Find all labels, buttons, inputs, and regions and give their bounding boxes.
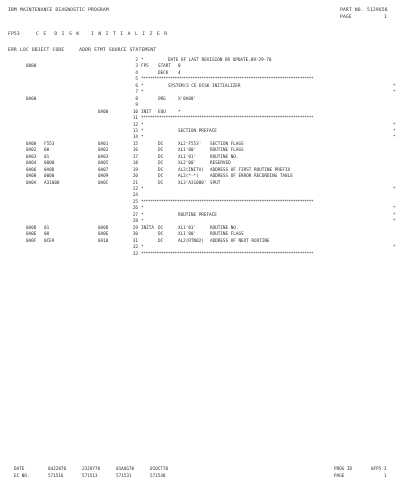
listing-line [0, 240, 410, 246]
listing-line [0, 182, 410, 188]
statement-label: * [141, 128, 144, 134]
location-address: 0A10 [98, 238, 109, 244]
statement-comment: SECTION FLAGS [210, 141, 244, 147]
operand: XL1'00' [178, 148, 197, 154]
object-address: 0A06 [26, 167, 37, 173]
statement-comment: SPUT [210, 180, 221, 186]
operand: XL1'01' [178, 154, 197, 160]
object-address: 0A02 [26, 148, 37, 154]
listing-line [0, 65, 410, 71]
ec-number-value: 571513 [82, 474, 98, 479]
statement-number: 20 [132, 174, 138, 180]
statement-label: * [141, 58, 144, 63]
date-value: 04J2870 [48, 467, 67, 472]
revision-footer [0, 468, 410, 488]
statement-label: FP5 [141, 64, 149, 70]
operand: X'0A00' [178, 96, 197, 102]
listing-line [0, 149, 410, 155]
ec-number-value: 571540 [150, 474, 166, 479]
program-id: FP53 [8, 32, 20, 37]
operation-code: START [158, 64, 171, 70]
listing-line [0, 253, 410, 259]
statement-comment: ROUTINE NO. [210, 225, 239, 231]
operation-code: EQU [158, 109, 166, 115]
listing-line [0, 59, 410, 65]
listing-line [0, 91, 410, 97]
statement-number: 26 [132, 206, 138, 212]
date-value: 01OCT70 [150, 467, 169, 472]
location-address: 0A0C [98, 180, 109, 186]
operand: XL3'A31000' [178, 180, 207, 186]
operation-code: DC [158, 180, 164, 186]
object-address: 0A08 [26, 174, 37, 180]
statement-comment: SECTION PREFACE [178, 128, 217, 134]
listing-line [0, 136, 410, 142]
comment-box-edge: * [393, 90, 396, 96]
statement-number: 29 [132, 225, 138, 231]
statement-number: 16 [132, 148, 138, 154]
ec-number-value: 571516 [48, 474, 64, 479]
comment-box-edge: * [393, 245, 396, 251]
statement-comment: ADDRESS OF NEXT ROUTINE [210, 238, 270, 244]
page-number: 1 [384, 15, 387, 20]
listing-line [0, 201, 410, 207]
object-address: 0A0A [26, 180, 37, 186]
statement-number: 9 [135, 103, 138, 109]
operation-code: DC [158, 174, 164, 180]
statement-comment: DATE OF LAST REVISION OR UPDATE,09-29-70 [168, 58, 272, 63]
statement-number: 2 [135, 58, 138, 63]
location-address: 0A0E [98, 232, 109, 238]
prog-id-label: PROG ID [334, 467, 353, 472]
operand: 0 [178, 64, 181, 70]
listing-line [0, 233, 410, 239]
object-address: 0A0D [26, 225, 37, 231]
operation-code: DC [158, 225, 164, 231]
statement-label: * [141, 212, 144, 218]
object-code: 01 [44, 154, 50, 160]
statement-number: 21 [132, 180, 138, 186]
object-code: 00 [44, 148, 50, 154]
statement-number: 15 [132, 141, 138, 147]
statement-number: 30 [132, 232, 138, 238]
operand: 4 [178, 70, 181, 76]
operation-code: DECK [158, 70, 169, 76]
listing-line [0, 130, 410, 136]
operation-code: DC [158, 238, 164, 244]
comment-box-edge: * [393, 187, 396, 192]
statement-number: 28 [132, 219, 138, 225]
statement-comment: ROUTINE FLAGS [210, 148, 244, 154]
listing-line [0, 104, 410, 110]
statement-number: 12 [132, 122, 138, 128]
comment-box-edge: * [393, 135, 396, 141]
statement-number: 17 [132, 154, 138, 160]
listing-line [0, 162, 410, 168]
object-code: 0CE9 [44, 238, 55, 244]
operation-code: DC [158, 141, 164, 147]
date-value: 23JUY70 [82, 467, 101, 472]
location-address: 0A0D [98, 225, 109, 231]
comment-box-edge: * [393, 83, 396, 89]
separator-line: ***************************************************************************** [141, 199, 314, 205]
statement-label: * [141, 122, 144, 128]
date-value: 01AUG70 [116, 467, 135, 472]
location-address: 0A03 [98, 154, 109, 160]
comment-box-edge: * [393, 122, 396, 128]
statement-comment: ROUTINE FLAGS [210, 232, 244, 238]
object-code: 0A0D [44, 167, 55, 173]
footer-page-label: PAGE [334, 474, 345, 479]
object-address: 0A00 [26, 96, 37, 102]
program-name: C E D I S K I N I T I A L I Z E R [36, 32, 168, 37]
statement-number: 31 [132, 238, 138, 244]
location-address: 0A01 [98, 141, 109, 147]
part-number-value: 5129658 [367, 8, 388, 13]
statement-label: * [141, 219, 144, 225]
statement-number: 5 [135, 77, 138, 83]
operand: XL2'00' [178, 161, 197, 167]
listing-line [0, 188, 410, 194]
separator-line: ***************************************************************************** [141, 251, 314, 257]
statement-number: 27 [132, 212, 138, 218]
statement-number: 11 [132, 116, 138, 122]
separator-line: ***************************************************************************** [141, 77, 314, 83]
statement-label: * [141, 206, 144, 212]
statement-label: * [141, 245, 144, 251]
document-title: IBM MAINTENANCE DIAGNOSTIC PROGRAM [8, 8, 109, 13]
object-address: 0A04 [26, 161, 37, 167]
object-address: 0A00 [26, 141, 37, 147]
statement-number: 32 [132, 245, 138, 251]
object-code: F553 [44, 141, 55, 147]
ec-number-label: EC NO. [14, 474, 30, 479]
listing-line [0, 85, 410, 91]
location-address: 0A05 [98, 161, 109, 167]
object-address: 0A0F [26, 238, 37, 244]
statement-comment: ADDRESS OF FIRST ROUTINE PREFIX [210, 167, 291, 173]
statement-label: * [141, 187, 144, 192]
statement-label: * [141, 90, 144, 96]
object-code: 0000 [44, 161, 55, 167]
listing-line [0, 214, 410, 220]
listing-line [0, 98, 410, 104]
object-address: 0A0E [26, 232, 37, 238]
comment-box-edge: * [393, 206, 396, 212]
comment-box-edge: * [393, 219, 396, 225]
listing-line [0, 117, 410, 123]
statement-comment: RESERVED [210, 161, 231, 167]
listing-line [0, 227, 410, 233]
operation-code: DC [158, 161, 164, 167]
statement-number: 8 [135, 96, 138, 102]
statement-number: 22 [132, 187, 138, 192]
object-code: 01 [44, 225, 50, 231]
object-code: 0000 [44, 174, 55, 180]
statement-number: 10 [132, 109, 138, 115]
operation-code: ORG [158, 96, 166, 102]
statement-label: INITA [141, 225, 154, 231]
operand: AL2(RTN02) [178, 238, 204, 244]
statement-comment: ADDRESS OF ERROR RECORDING TABLE [210, 174, 293, 180]
statement-number: 6 [135, 83, 138, 89]
location-address: 0A09 [98, 174, 109, 180]
column-headings: ERR LOC OBJECT CODE ADDR STMT SOURCE STATEMENT [8, 48, 157, 53]
page-label: PAGE [340, 15, 352, 20]
comment-box-edge: * [393, 128, 396, 134]
assembly-listing [0, 59, 410, 259]
object-code: A31000 [44, 180, 60, 186]
listing-line [0, 169, 410, 175]
ec-number-value: 571531 [116, 474, 132, 479]
object-code: 00 [44, 232, 50, 238]
object-address: 0A03 [26, 154, 37, 160]
operation-code: DC [158, 148, 164, 154]
operand: XL1'00' [178, 232, 197, 238]
comment-box-edge: * [393, 212, 396, 218]
operand: AL2(*-*) [178, 174, 199, 180]
statement-comment: SYSTEM/3 CE DISK INITIALIZER [168, 83, 241, 89]
statement-number: 14 [132, 135, 138, 141]
date-label: DATE [14, 467, 25, 472]
listing-line [0, 220, 410, 226]
statement-number: 13 [132, 128, 138, 134]
statement-number: 25 [132, 199, 138, 205]
statement-number: 18 [132, 161, 138, 167]
statement-number: 7 [135, 90, 138, 96]
operand: AL2(INITA) [178, 167, 204, 173]
statement-number: 33 [132, 251, 138, 257]
operation-code: DC [158, 167, 164, 173]
part-number-label: PART NO. [340, 8, 364, 13]
statement-label: * [141, 83, 144, 89]
statement-comment: ROUTINE PREFACE [178, 212, 217, 218]
statement-label: INIT [141, 109, 152, 115]
separator-line: ***************************************************************************** [141, 116, 314, 122]
prog-id-value: 0FP5-3 [371, 467, 387, 472]
listing-line [0, 143, 410, 149]
statement-label: * [141, 135, 144, 141]
operand: XL2'F553' [178, 141, 202, 147]
location-address: 0A02 [98, 148, 109, 154]
footer-page-number: 1 [384, 474, 387, 479]
location-address: 0A00 [98, 109, 109, 115]
statement-number: 3 [135, 64, 138, 70]
statement-number: 24 [132, 193, 138, 199]
statement-number: 4 [135, 70, 138, 76]
operand: XL1'01' [178, 225, 197, 231]
object-address: 0000 [26, 64, 37, 70]
statement-number: 19 [132, 167, 138, 173]
location-address: 0A07 [98, 167, 109, 173]
statement-comment: ROUTINE NO. [210, 154, 239, 160]
operation-code: DC [158, 232, 164, 238]
operand: * [178, 109, 181, 115]
operation-code: DC [158, 154, 164, 160]
listing-line [0, 156, 410, 162]
